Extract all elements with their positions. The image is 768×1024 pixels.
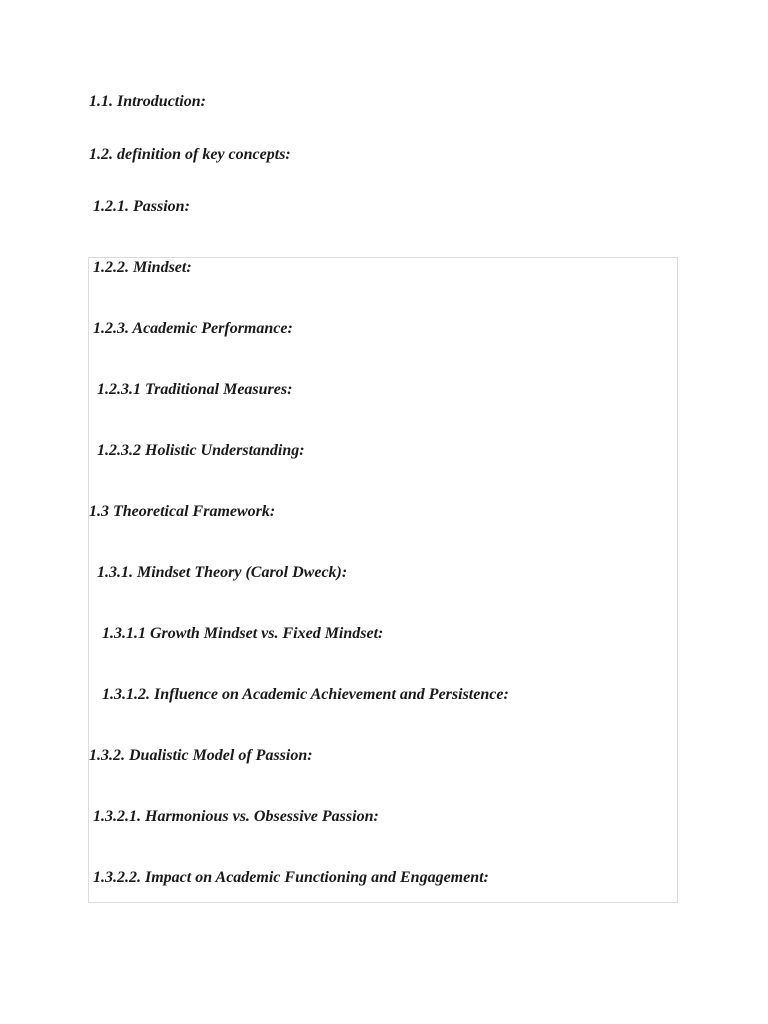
heading-impact: 1.3.2.2. Impact on Academic Functioning and Engagement: xyxy=(93,869,489,886)
heading-introduction: 1.1. Introduction: xyxy=(89,93,206,110)
heading-mindset: 1.2.2. Mindset: xyxy=(93,259,192,276)
heading-traditional-measures: 1.2.3.1 Traditional Measures: xyxy=(97,381,293,398)
heading-harmonious-vs-obsessive: 1.3.2.1. Harmonious vs. Obsessive Passion: xyxy=(93,808,379,825)
heading-passion: 1.2.1. Passion: xyxy=(93,198,190,215)
heading-influence: 1.3.1.2. Influence on Academic Achievement and Persistence: xyxy=(102,686,509,703)
heading-holistic-understanding: 1.2.3.2 Holistic Understanding: xyxy=(97,442,305,459)
heading-academic-performance: 1.2.3. Academic Performance: xyxy=(93,320,293,337)
heading-theoretical-framework: 1.3 Theoretical Framework: xyxy=(89,503,276,520)
heading-growth-vs-fixed: 1.3.1.1 Growth Mindset vs. Fixed Mindset: xyxy=(102,625,384,642)
heading-key-concepts: 1.2. definition of key concepts: xyxy=(89,146,291,163)
heading-dualistic-model: 1.3.2. Dualistic Model of Passion: xyxy=(89,747,313,764)
heading-mindset-theory: 1.3.1. Mindset Theory (Carol Dweck): xyxy=(97,564,348,581)
